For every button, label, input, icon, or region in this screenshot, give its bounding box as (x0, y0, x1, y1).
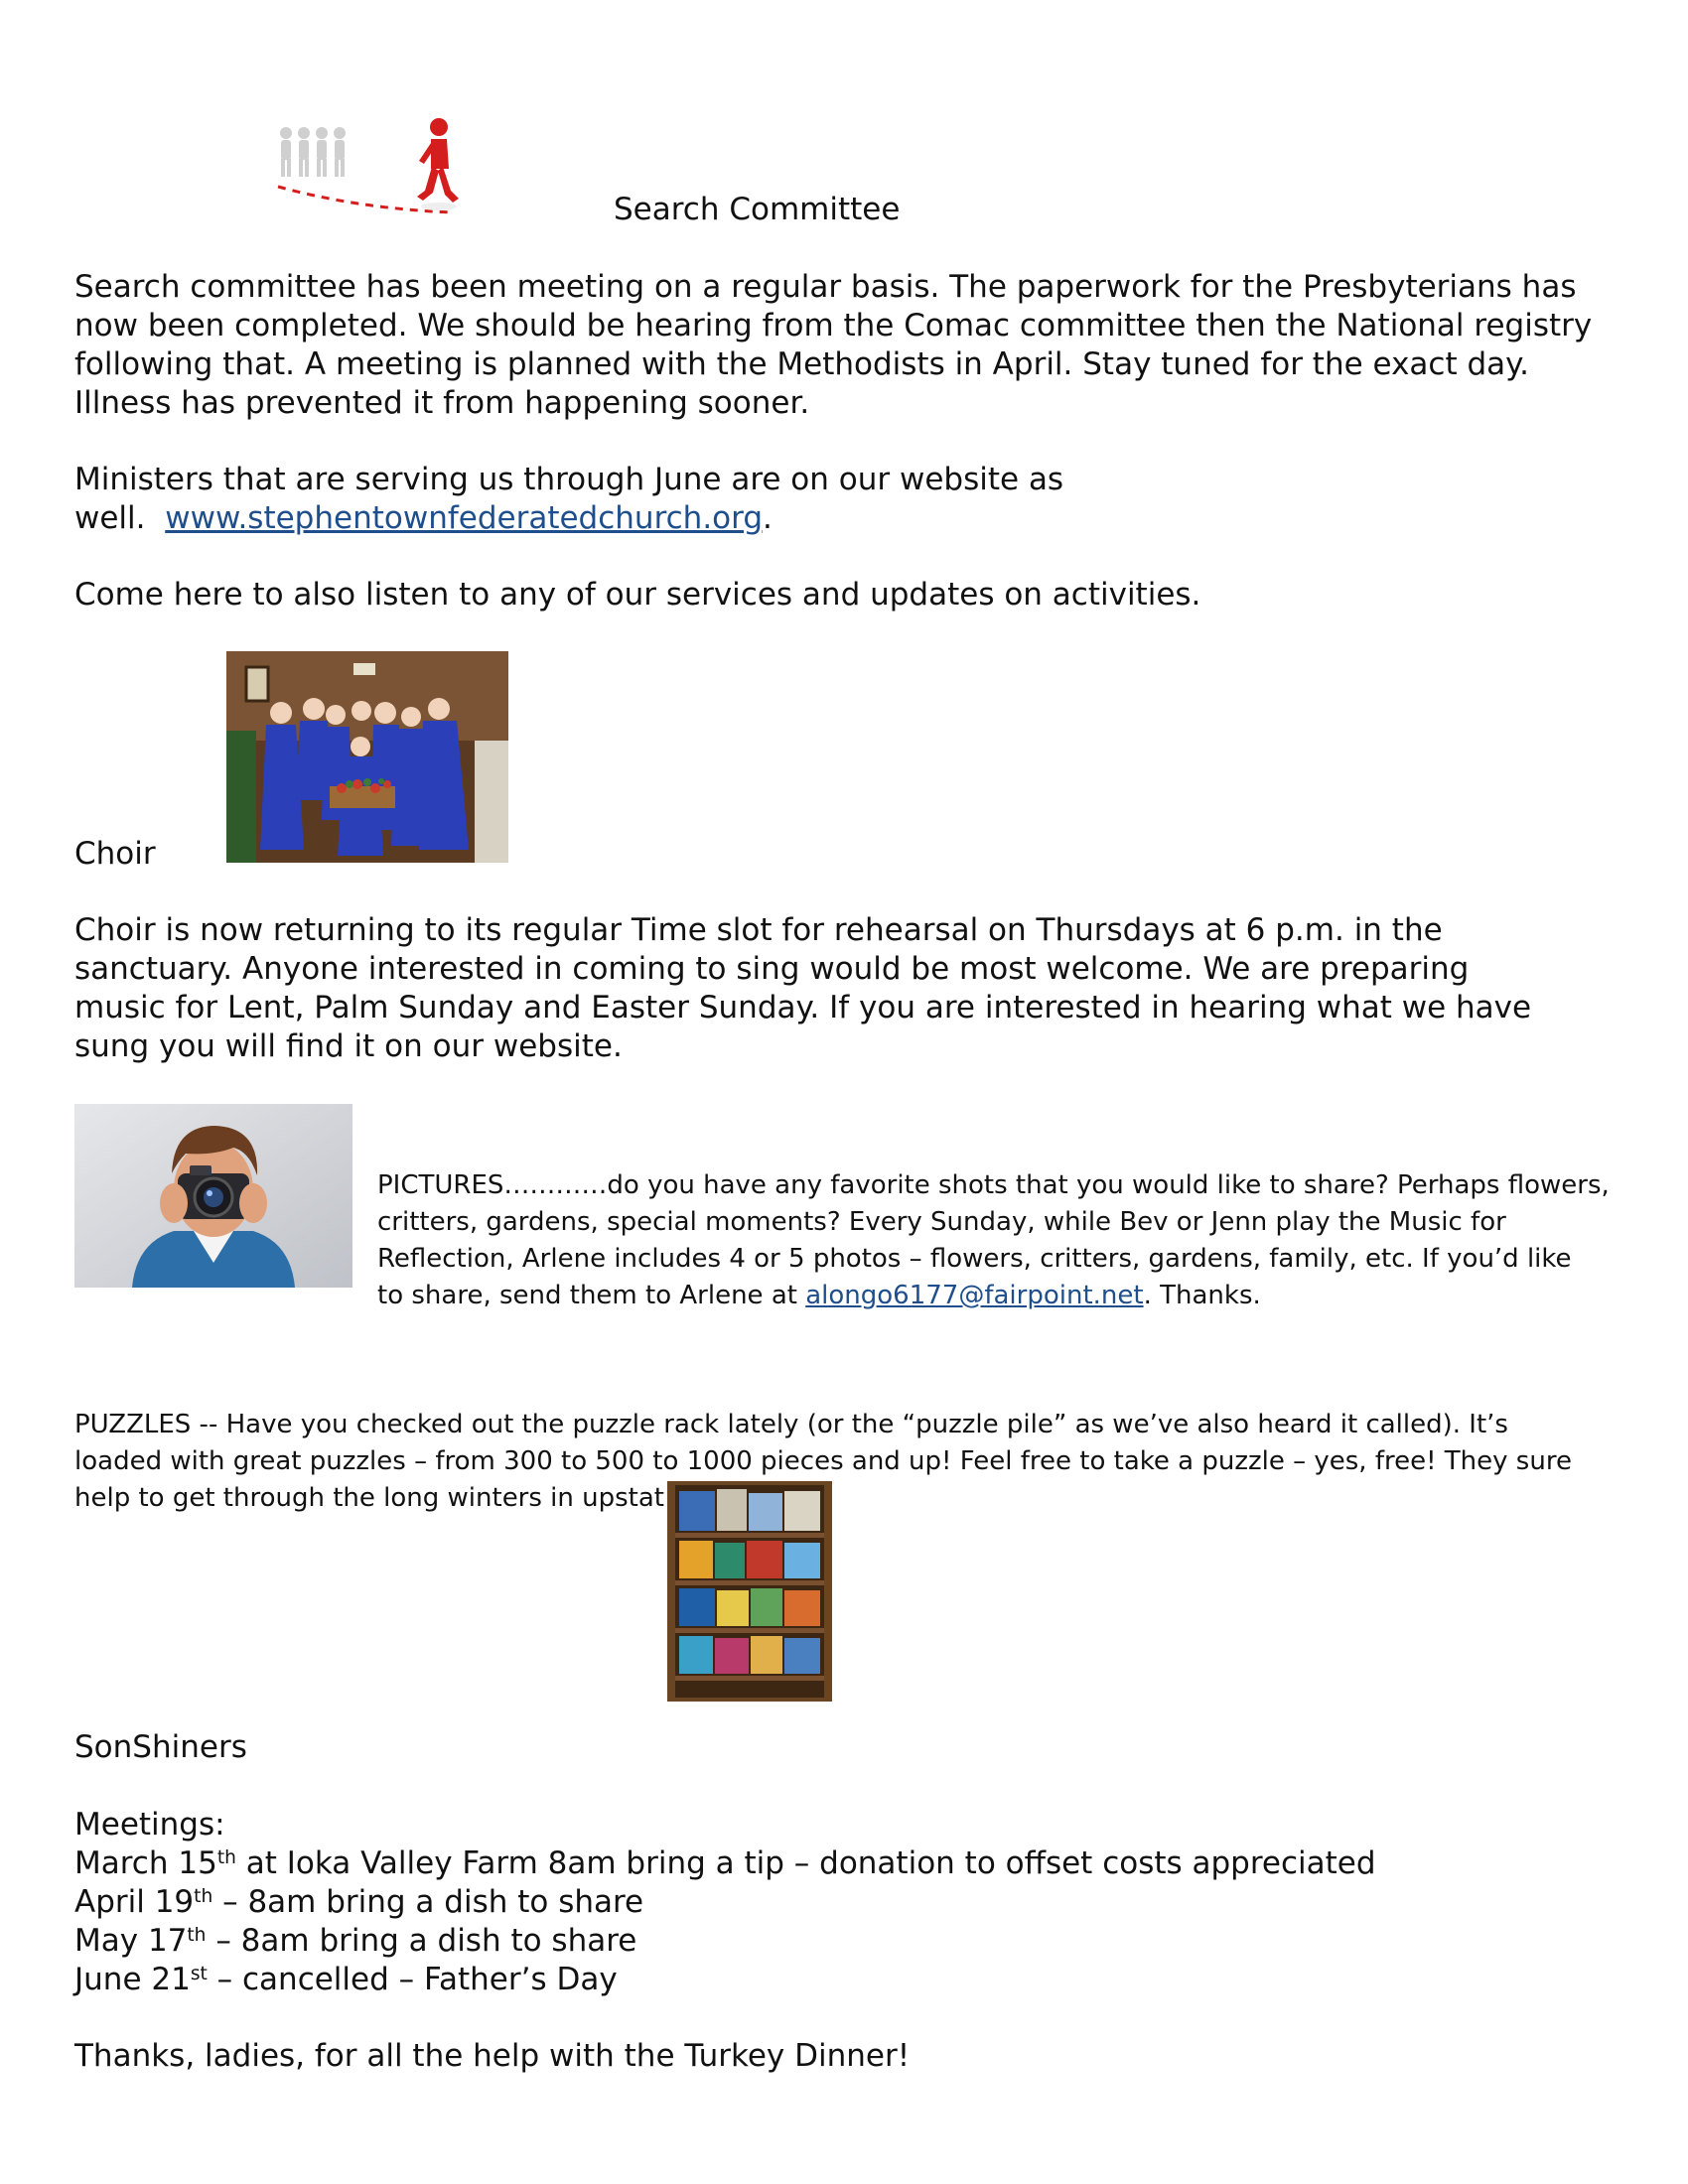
walking-people-icon (268, 117, 477, 216)
puzzle-rack-photo (667, 1481, 832, 1702)
meeting-item: May 17th – 8am bring a dish to share (74, 1923, 637, 1959)
email-link[interactable]: alongo6177@fairpoint.net (805, 1281, 1144, 1310)
search-paragraph: Search committee has been meeting on a regular basis. The paperwork for the Presbyterians has now been completed. We should be hearing from the Comac committee then the National registry following that. A meeting is planned with the Methodists in April. Stay tuned for the exact day. Illness has prevented it from happening sooner. (74, 269, 1593, 421)
meeting-item: March 15th at Ioka Valley Farm 8am bring a tip – donation to offset costs appreciated (74, 1845, 1376, 1881)
thanks-line: Thanks, ladies, for all the help with the Turkey Dinner! (74, 2038, 911, 2074)
ministers-paragraph: Ministers that are serving us through June are on our website as well. www.stephentownfederatedchurch.org. (74, 462, 1064, 536)
choir-heading: Choir (74, 836, 156, 872)
meetings-label: Meetings: (74, 1807, 225, 1843)
meetings-list (74, 1806, 1376, 1999)
sonshiners-heading: SonShiners (74, 1729, 247, 1765)
choir-photo (226, 651, 508, 863)
photographer-image (74, 1104, 352, 1288)
listen-line: Come here to also listen to any of our services and updates on activities. (74, 577, 1201, 613)
pictures-paragraph: PICTURES…………do you have any favorite shots that you would like to share? Perhaps flowers, critters, gardens, special moments? Every Sunday, while Bev or Jenn play the Music for Reflection, Arlene includes 4 or 5 photos – flowers, critters, gardens, family, etc. If you’d like to share, send them to Arlene at alongo6177@fairpoint.net. Thanks. (377, 1170, 1610, 1310)
search-committee-title: Search Committee (614, 192, 901, 227)
puzzles-paragraph: PUZZLES -- Have you checked out the puzzle rack lately (or the “puzzle pile” as we’ve also heard it called). It’s loaded with great puzzles – from 300 to 500 to 1000 pieces and up! Feel free to take a puzzle – yes, free! They sure help to get through the long winters in upstat (74, 1410, 1572, 1513)
choir-paragraph: Choir is now returning to its regular Time slot for rehearsal on Thursdays at 6 p.m. in the sanctuary. Anyone interested in coming to sing would be most welcome. We are preparing music for Lent, Palm Sunday and Easter Sunday. If you are interested in hearing what we have sung you will find it on our website. (74, 912, 1532, 1064)
website-link[interactable]: www.stephentownfederatedchurch.org (165, 500, 764, 536)
meeting-item: April 19th – 8am bring a dish to share (74, 1884, 644, 1920)
meeting-item: June 21st – cancelled – Father’s Day (74, 1962, 618, 1997)
